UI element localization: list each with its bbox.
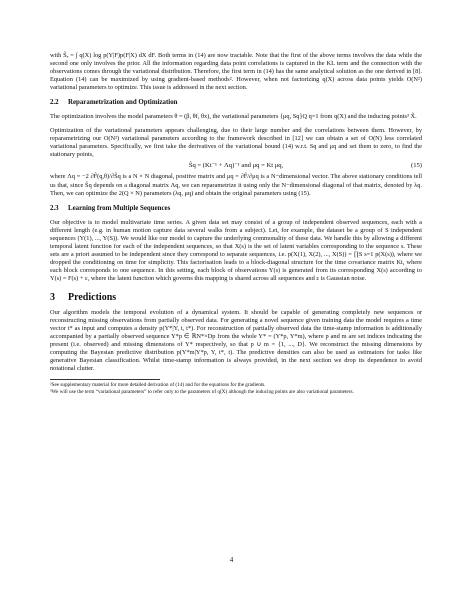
paragraph-multiple-sequences: Our objective is to model multivariate time series. A given data set may consist of a group of independent observed sequences, each with a different length (e.g. in human motion capture data several walks from a subject). Let, for example, the dataset be a group of S independent sequences (Y(1), ..., Y(S)). We would like our model to capture the underlying commonality of these data. We handle this by allowing a different temporal latent function for each of the independent sequences, so that X(s) is the set of latent variables corresponding to the sequence s. These sets are a priori assumed to be independent since they correspond to separate sequences, i.e. p(X(1), X(2), ..., X(S)) = ∏S s=1 p(X(s)), where we dropped the conditioning on time for simplicity. This factorisation leads to a block-diagonal structure for the time covariance matrix Kt, where each block corresponds to one sequence. In this setting, each block of observations Y(s) is generated from its corresponding X(s) according to Y(s) = F(s) + ε, where the latent function which governs this mapping is shared across all sequences and ε is Gaussian noise. [50,218,422,282]
footnote-2: ²See supplementary material for more detailed derivation of (14) and for the equations for the gradients. [50,382,266,389]
section-heading-2-3 [50,204,422,213]
section-heading-2-2 [50,98,422,107]
footnote-3: ³We will use the term “variational parameters” to refer only to the parameters of q(X) although the inducing points are also variational parameters. [50,388,354,395]
paper-page [50,52,422,395]
section-number: 2.2 [50,99,59,107]
paragraph-stationary-conditions: where Λq = −2 ∂F̂(q,θ)/∂Ŝq is a N × N diagonal, positive matrix and μq = ∂F̂/∂μq is a N−dimensional vector. The above stationary conditions tell us that, since Ŝq depends on a diagonal matrix Λq, we can reparametrize it using only the N−dimensional diagonal of that matrix, denoted by λq. Then, we can optimize the 2(Q × N) parameters (λq, μq) and obtain the original parameters using (15). [50,173,422,197]
paragraph-optimization-params: The optimization involves the model parameters θ = (β, θf, θx), the variational parameters {μq, Sq}Q q=1 from q(X) and the inducing points³ X̃. [50,113,417,121]
page-number: 4 [229,556,234,564]
section-number: 3 [50,291,55,303]
section-title: Predictions [68,291,117,303]
footnote-rule [50,379,160,380]
section-heading-3 [50,292,422,304]
section-title: Learning from Multiple Sequences [68,204,171,212]
section-number: 2.3 [50,204,59,212]
paragraph-intro: with Ŝₑ = ∫ q(X) log p(Y|F)p(F|X) dX dF. Both terms in (14) are now tractable. Note that the first of the above terms involves the data while the second one only involves the prior. All the information regarding data point correlations is captured in the KL term and the connection with the observations comes through the variational distribution. Therefore, the first term in (14) has the same analytical solution as the one derived in [8]. Equation (14) can be maximized by using gradient-based methods². However, when not factorizing q(X) across data points yields O(N²) variational parameters to optimize. This issue is addressed in the next section. [50,52,422,92]
equation-number: (15) [411,162,422,170]
equation-body: Ŝq = (Kt⁻¹ + Λq)⁻¹ and μq = Kt μq, [188,162,284,170]
section-title: Reparametrization and Optimization [68,99,178,107]
equation-15 [50,159,422,173]
paragraph-optimization-challenge: Optimization of the variational parameters appears challenging, due to their large number and the correlations between them. However, by reparametrizing our O(N²) variational parameters according to the framework described in [12] we can obtain a set of O(N) less correlated variational parameters. Specifically, we first take the derivatives of the variational bound (14) w.r.t. Sq and μq and set them to zero, to find the stationary points, [50,127,422,159]
paragraph-predictions: Our algorithm models the temporal evolution of a dynamical system. It should be capable of generating completely new sequences or reconstructing missing observations from partially observed data. For generating a novel sequence given training data the model requires a time vector t* as input and computes a density p(Y*|Y, t, t*). For reconstruction of partially observed data the time-stamp information is additionally accompanied by a partially observed sequence Y*p ∈ ℝN*×Dp from the whole Y* = (Y*p, Y*m), where p and m are set indices indicating the present (i.e. observed) and missing dimensions of Y* respectively, so that p ∪ m = {1, ..., D}. We reconstruct the missing dimensions by computing the Bayesian predictive distribution p(Y*m|Y*p, Y, t*, t). The predictive densities can also be used as estimators for tasks like generative Bayesian classification. Whilst time-stamp information is always provided, in the next section we drop its dependence to avoid notational clutter. [50,308,422,373]
